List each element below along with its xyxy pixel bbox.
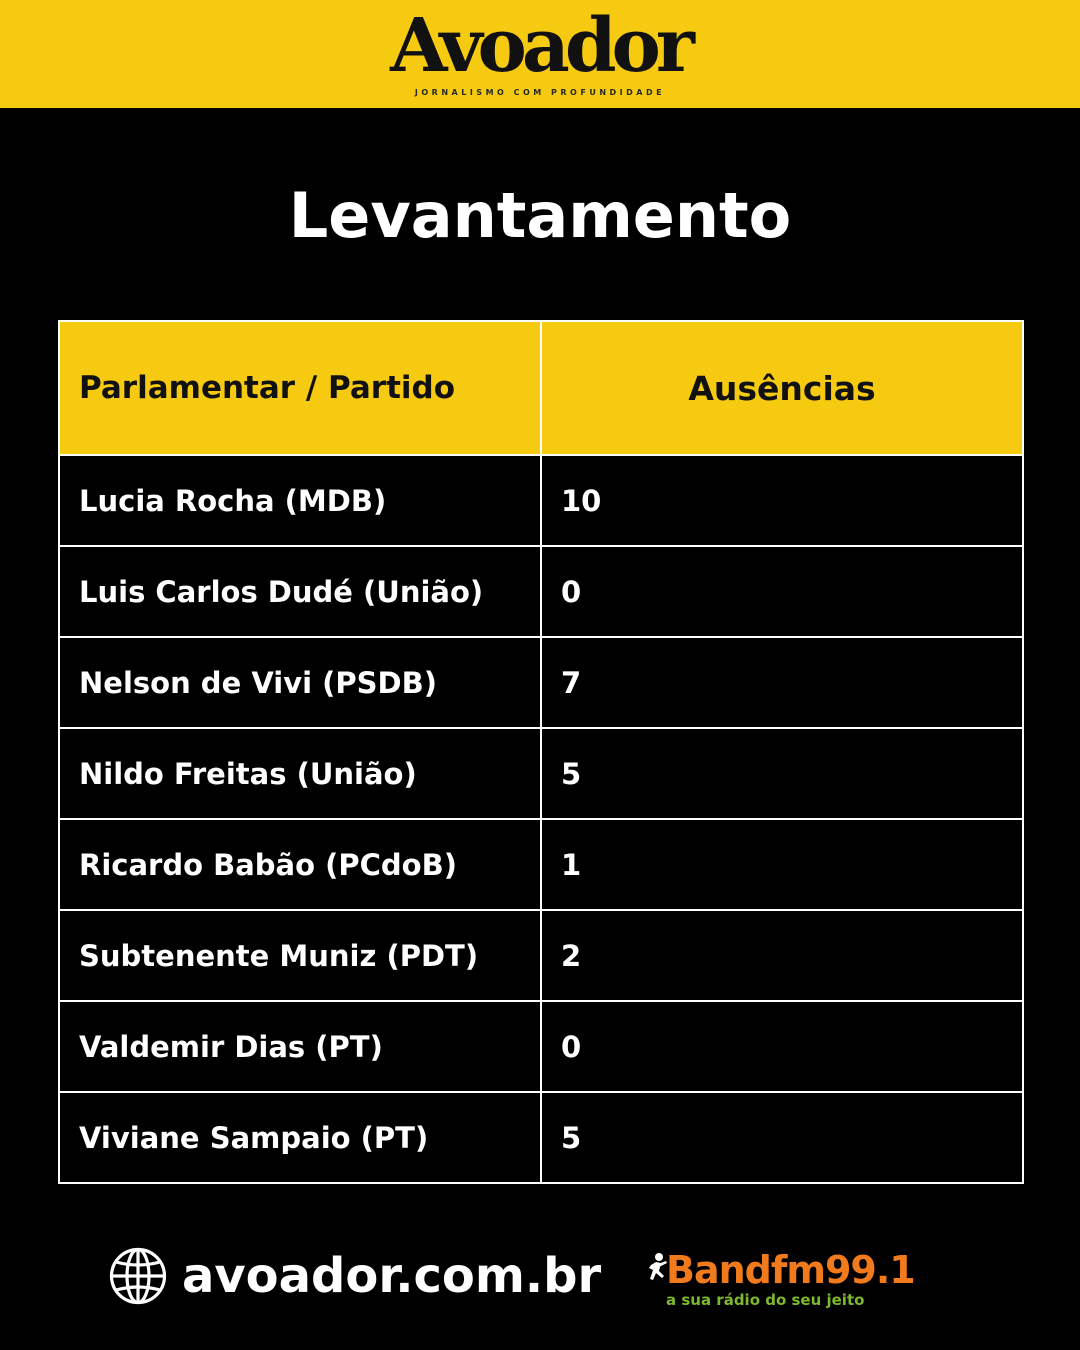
bandfm-logo[interactable] xyxy=(644,1250,994,1314)
table-header-row xyxy=(59,321,1023,455)
parlamentar-cell: Nelson de Vivi (PSDB) xyxy=(59,637,541,728)
table-row xyxy=(59,910,1023,1001)
column-header-ausencias: Ausências xyxy=(541,321,1023,455)
runner-icon xyxy=(644,1252,668,1284)
ausencias-cell: 7 xyxy=(541,637,1023,728)
ausencias-cell: 5 xyxy=(541,728,1023,819)
avoador-logo[interactable]: Avoador xyxy=(390,3,690,89)
ausencias-cell: 0 xyxy=(541,1001,1023,1092)
bandfm-wordmark: Bandfm99.1 xyxy=(666,1248,915,1292)
table-row xyxy=(59,819,1023,910)
table-row xyxy=(59,637,1023,728)
header-bar xyxy=(0,0,1080,108)
logo-tagline: JORNALISMO COM PROFUNDIDADE xyxy=(414,88,666,97)
page-title: Levantamento xyxy=(288,179,792,252)
ausencias-cell: 5 xyxy=(541,1092,1023,1183)
ausencias-cell: 1 xyxy=(541,819,1023,910)
footer-site-link[interactable] xyxy=(108,1244,601,1308)
parlamentar-cell: Subtenente Muniz (PDT) xyxy=(59,910,541,1001)
parlamentar-cell: Valdemir Dias (PT) xyxy=(59,1001,541,1092)
table-row xyxy=(59,546,1023,637)
parlamentar-cell: Viviane Sampaio (PT) xyxy=(59,1092,541,1183)
parlamentar-cell: Luis Carlos Dudé (União) xyxy=(59,546,541,637)
parlamentar-cell: Nildo Freitas (União) xyxy=(59,728,541,819)
ausencias-cell: 2 xyxy=(541,910,1023,1001)
absences-table xyxy=(58,320,1024,1184)
column-header-parlamentar: Parlamentar / Partido xyxy=(59,321,541,455)
parlamentar-cell: Ricardo Babão (PCdoB) xyxy=(59,819,541,910)
site-url: avoador.com.br xyxy=(182,1248,602,1304)
table-row xyxy=(59,728,1023,819)
parlamentar-cell: Lucia Rocha (MDB) xyxy=(59,455,541,546)
ausencias-cell: 10 xyxy=(541,455,1023,546)
bandfm-slogan: a sua rádio do seu jeito xyxy=(666,1291,865,1309)
globe-icon xyxy=(108,1246,168,1306)
table-row xyxy=(59,1092,1023,1183)
table-row xyxy=(59,455,1023,546)
table-row xyxy=(59,1001,1023,1092)
ausencias-cell: 0 xyxy=(541,546,1023,637)
